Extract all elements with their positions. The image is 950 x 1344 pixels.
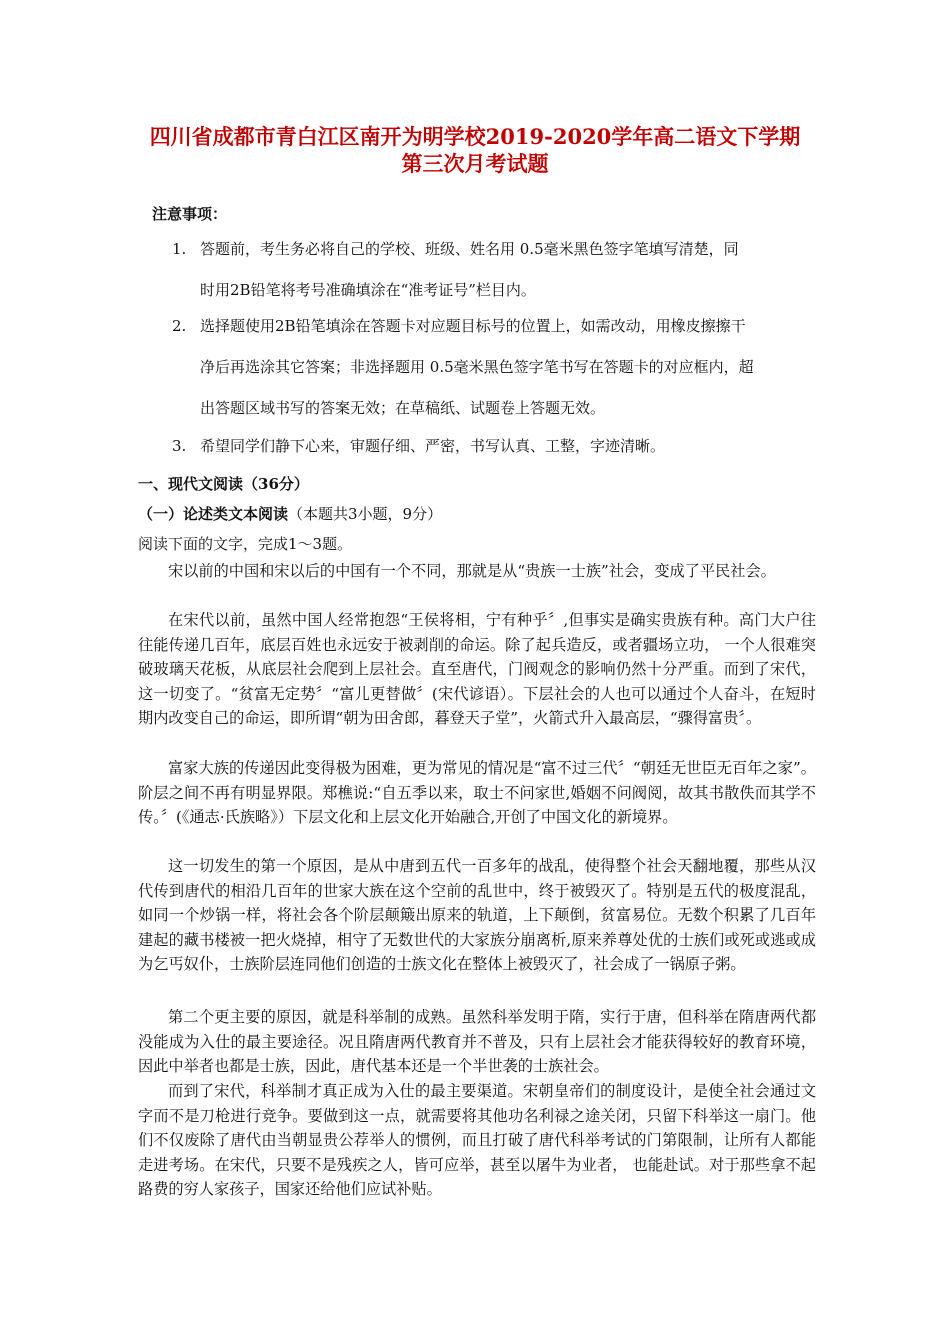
- subsection-heading: [138, 504, 442, 524]
- notice-item-2-continuation: 净后再选涂其它答案；非选择题用 0.5毫米黑色签字笔书写在答题卡的对应框内，超: [200, 358, 754, 376]
- notice-item-number: 2.: [172, 317, 187, 335]
- passage-paragraph-5: 第二个更主要的原因，就是科举制的成熟。虽然科举发明于隋，实行于唐，但科举在隋唐两代都没能成为入仕的最主要途径。况且隋唐两代教育并不普及，只有上层社会才能获得较好的教育环境，因此中举者也都是士族，因此，唐代基本还是一个半世袭的士族社会。: [138, 1008, 816, 1075]
- notice-item-number: 1.: [172, 240, 187, 258]
- subsection-title: （一）论述类文本阅读: [138, 505, 289, 523]
- section-heading: 一、现代文阅读（36分）: [138, 475, 309, 493]
- notice-heading: 注意事项：: [152, 205, 228, 223]
- title-line-2: 第三次月考试题: [401, 151, 549, 176]
- notice-item-1-continuation: 时用2B铅笔将考号准确填涂在“准考证号”栏目内。: [200, 281, 536, 299]
- notice-item-number: 3.: [172, 437, 187, 455]
- notice-item-2: [172, 315, 814, 336]
- notice-item-2-continuation: 出答题区域书写的答案无效；在草稿纸、试题卷上答题无效。: [200, 399, 606, 417]
- notice-item-3: [172, 435, 814, 456]
- passage-paragraph-6: 而到了宋代，科举制才真正成为入仕的最主要渠道。宋朝皇帝们的制度设计，是使全社会通过文字而不是刀枪进行竞争。要做到这一点，就需要将其他功名利禄之途关闭，只留下科举这一扇门。他们不仅废除了唐代由当朝显贵公荐举人的惯例，而且打破了唐代科举考试的门第限制，让所有人都能走进考场。在宋代，只要不是残疾之人，皆可应举，甚至以屠牛为业者， 也能赴试。对于那些拿不起路费的穷人家孩子，国家还给他们应试补贴。: [138, 1082, 816, 1198]
- notice-item-text: 答题前，考生务必将自己的学校、班级、姓名用 0.5毫米黑色签字笔填写清楚，同: [200, 240, 739, 258]
- title-line-1: 四川省成都市青白江区南开为明学校2019-2020学年高二语文下学期: [149, 124, 801, 149]
- notice-item-1: [172, 238, 814, 259]
- passage-paragraph-4: 这一切发生的第一个原因，是从中唐到五代一百多年的战乱，使得整个社会天翻地覆，那些从汉代传到唐代的相沿几百年的世家大族在这个空前的乱世中，终于被毁灭了。特别是五代的极度混乱，如同一个炒锅一样，将社会各个阶层颠簸出原来的轨道，上下颠倒，贫富易位。无数个积累了几百年建起的藏书楼被一把火烧掉，相守了无数世代的大家族分崩离析,原来养尊处优的士族们或死或逃或成为乞丐奴仆，士族阶层连同他们创造的士族文化在整体上被毁灭了，社会成了一锅原子粥。: [138, 857, 816, 973]
- notice-item-text: 选择题使用2B铅笔填涂在答题卡对应题目标号的位置上，如需改动，用橡皮擦擦干: [200, 317, 746, 335]
- notice-item-text: 希望同学们静下心来，审题仔细、严密，书写认真、工整，字迹清晰。: [200, 437, 666, 455]
- passage-paragraph-2: 在宋代以前，虽然中国人经常抱怨“王侯将相，宁有种乎〞,但事实是确实贵族有种。高门大户往往能传递几百年，底层百姓也永远安于被剥削的命运。除了起兵造反，或者疆场立功， 一个人很难突破玻璃天花板，从底层社会爬到上层社会。直至唐代，门阀观念的影响仍然十分严重。而到了宋代，这一切变了。“贫富无定势〞“富儿更替做〞(宋代谚语）。下层社会的人也可以通过个人奋斗，在短时期内改变自己的命运，即所谓“朝为田舍郎，暮登天子堂”，火箭式升入最高层，“骤得富贵〞。: [138, 611, 816, 727]
- passage-paragraph-3: 富家大族的传递因此变得极为困难，更为常见的情况是“富不过三代〞“朝廷无世臣无百年之家”。阶层之间不再有明显界限。郑樵说:“自五季以来，取士不问家世,婚姻不问阀阅，故其书散佚而其学不传。〞(《通志·氏族略》）下层文化和上层文化开始融合,开创了中国文化的新境界。: [138, 759, 816, 826]
- instruction: 阅读下面的文字，完成1～3题。: [138, 535, 353, 553]
- subsection-note: （本题共3小题，9分）: [288, 505, 443, 523]
- passage-paragraph-1: 宋以前的中国和宋以后的中国有一个不同，那就是从“贵族一士族”社会，变成了平民社会。: [168, 562, 776, 580]
